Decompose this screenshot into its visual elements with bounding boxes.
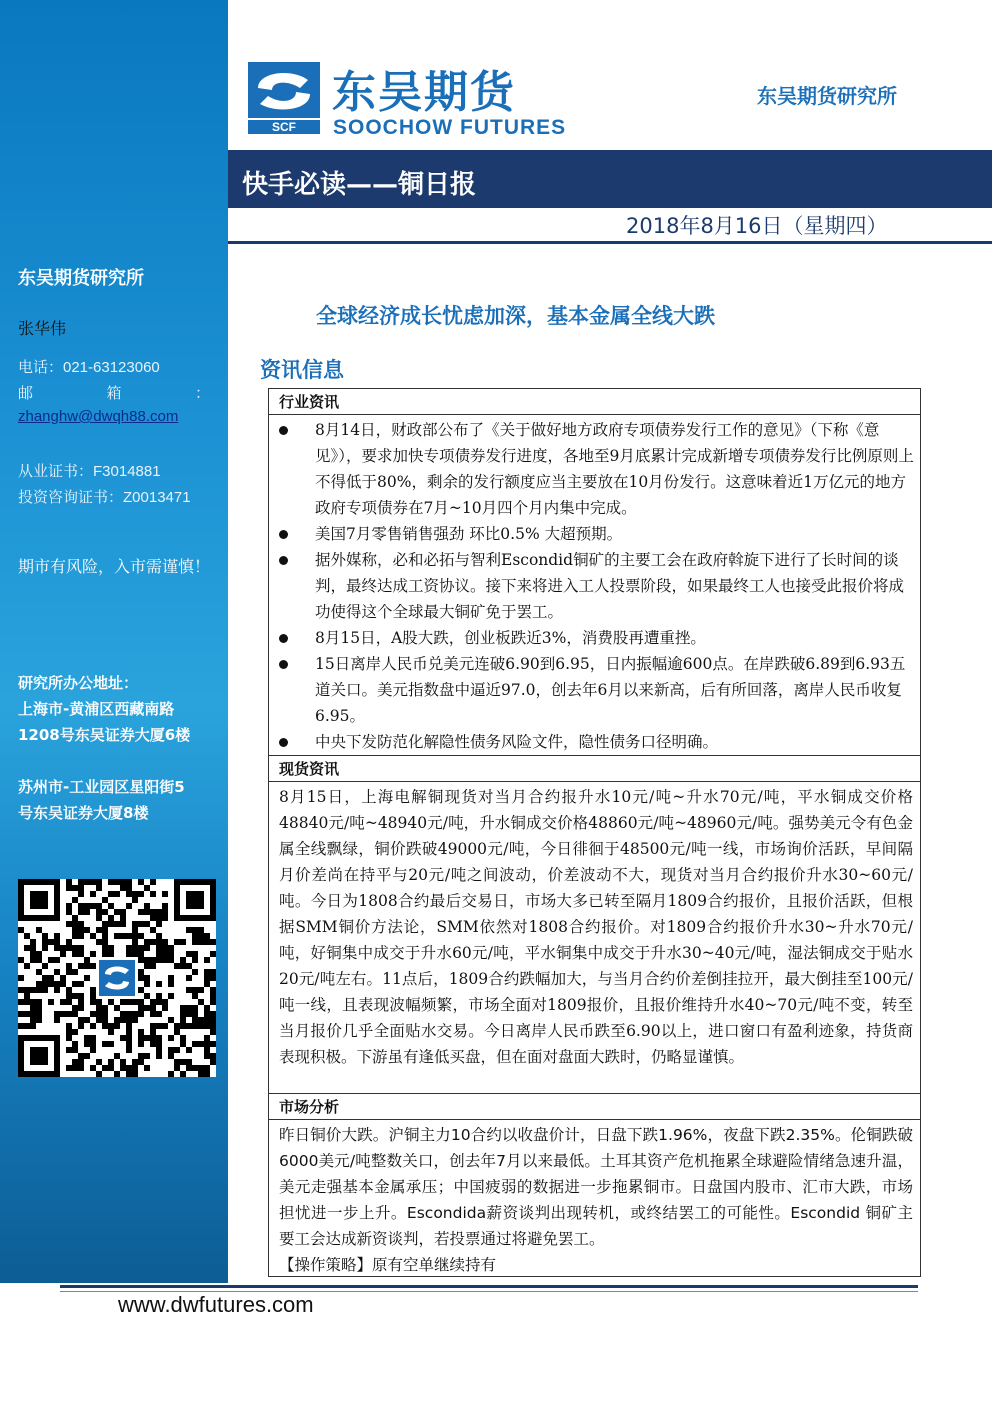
risk-warning: 期市有风险，入市需谨慎！ (18, 557, 211, 576)
news-table (268, 388, 921, 1277)
list-item: 8月14日，财政部公布了《关于做好地方政府专项债券发行工作的意见》（下称《意见》），要求加快专项债券发行进度，各地至9月底累计完成新增专项债券发行比例原则上不得低于80%，剩余的发行额度应当主要放在10月份发行。这意味着近1万亿元的地方政府专项债券在7月~10月四个月内集中完成。 (279, 417, 915, 521)
brand-name-cn: 东吴期货 (332, 67, 516, 118)
bullet-icon (279, 660, 288, 669)
footer-website-link[interactable]: www.dwfutures.com (118, 1292, 314, 1317)
trading-strategy: 【操作策略】原有空单继续持有 (279, 1256, 497, 1274)
qr-center-logo-icon (96, 957, 138, 999)
list-item: 中央下发防范化解隐性债务风险文件，隐性债务口径明确。 (279, 729, 915, 755)
bullet-icon (279, 556, 288, 565)
sidebar (0, 0, 228, 1283)
bullet-icon (279, 530, 288, 539)
analyst-email-link[interactable]: zhanghw@dwqh88.com (18, 408, 179, 425)
report-headline: 全球经济成长忧虑加深，基本金属全线大跌 (316, 304, 715, 328)
header-institute: 东吴期货研究所 (757, 84, 897, 108)
office-address-suzhou-line1: 苏州市-工业园区星阳街5 (18, 778, 185, 796)
company-logo-icon (248, 62, 320, 138)
bullet-icon (279, 426, 288, 435)
date-divider (228, 241, 992, 244)
title-banner (228, 150, 992, 208)
analyst-phone: 电话：021-63123060 (18, 359, 160, 376)
bullet-icon (279, 738, 288, 747)
bullet-icon (279, 634, 288, 643)
email-label-char: 邮 (18, 384, 34, 402)
section-title: 资讯信息 (260, 358, 344, 382)
email-label-char: 箱 (106, 384, 122, 402)
qr-code (18, 879, 216, 1077)
sidebar-institute-title: 东吴期货研究所 (18, 268, 144, 289)
footer-divider (60, 1285, 918, 1288)
market-analysis-heading: 市场分析 (269, 1094, 920, 1120)
spot-news-text: 8月15日，上海电解铜现货对当月合约报升水10元/吨~升水70元/吨，平水铜成交价格48840元/吨~48940元/吨，升水铜成交价格48860元/吨~48960元/吨。强势美元令有色金属全线飘绿，铜价跌破49000元/吨，今日徘徊于48500元/吨一线，市场询价活跃，早间隔月价差尚在持平与20元/吨之间波动，价差波动不大，现货对当月合约报价升水30~60元/吨。今日为1808合约最后交易日，市场大多已转至隔月1809合约报价，且报价活跃，但根据SMM铜价方法论，SMM依然对1808合约报价。对1809合约报价升水30~升水70元/吨，好铜集中成交于升水60元/吨，平水铜集中成交于升水30~40元/吨，湿法铜成交于贴水20元/吨左右。11点后，1809合约跌幅加大，与当月合约价差倒挂拉开，最大倒挂至100元/吨一线，且表现波幅频繁，市场全面对1809报价，且报价维持升水40~70元/吨不变，转至当月报价几乎全面贴水交易。今日离岸人民币跌至6.90以上，进口窗口有盈利迹象，持货商表现积极。下游虽有逢低买盘，但在面对盘面大跌时，仍略显谨慎。 (279, 788, 913, 1066)
report-date: 2018年8月16日（星期四） (626, 214, 888, 238)
list-item: 15日离岸人民币兑美元连破6.90到6.95，日内振幅逾600点。在岸跌破6.89到6.93五道关口。美元指数盘中逼近97.0，创去年6月以来新高，后有所回落，离岸人民币收复6.95。 (279, 651, 915, 729)
practice-license: 从业证书：F3014881 (18, 463, 161, 480)
office-address-label: 研究所办公地址： (18, 674, 139, 692)
brand-name-en: SOOCHOW FUTURES (333, 116, 567, 139)
office-address-shanghai-line2: 1208号东吴证券大厦6楼 (18, 726, 191, 744)
list-item: 据外媒称，必和必拓与智利Escondid铜矿的主要工会在政府斡旋下进行了长时间的谈判，最终达成工资协议。接下来将进入工人投票阶段，如果最终工人也接受此报价将成功使得这个全球最大铜矿免于罢工。 (279, 547, 915, 625)
spot-news-heading: 现货资讯 (269, 756, 920, 782)
consult-license: 投资咨询证书：Z0013471 (18, 489, 191, 506)
list-item: 美国7月零售销售强劲 环比0.5% 大超预期。 (279, 521, 915, 547)
industry-news-heading: 行业资讯 (269, 389, 920, 415)
email-label-char: ： (194, 384, 210, 402)
list-item: 8月15日，A股大跌，创业板跌近3%，消费股再遭重挫。 (279, 625, 915, 651)
email-label (18, 382, 210, 403)
office-address-suzhou-line2: 号东吴证券大厦8楼 (18, 804, 149, 822)
report-title: 快手必读——铜日报 (242, 170, 477, 200)
industry-news-list (279, 417, 915, 755)
logo-text: SCF (272, 120, 296, 134)
analyst-name: 张华伟 (18, 319, 67, 338)
office-address-shanghai-line1: 上海市-黄浦区西藏南路 (18, 700, 175, 718)
market-analysis-text: 昨日铜价大跌。沪铜主力10合约以收盘价计，日盘下跌1.96%，夜盘下跌2.35%。伦铜跌破6000美元/吨整数关口，创去年7月以来最低。土耳其资产危机拖累全球避险情绪急速升温，美元走强基本金属承压；中国疲弱的数据进一步拖累铜市。日盘国内股市、汇市大跌，市场担忧进一步上升。Escondida薪资谈判出现转机，或终结罢工的可能性。Escondid 铜矿主要工会达成新资谈判，若投票通过将避免罢工。 (279, 1126, 913, 1248)
